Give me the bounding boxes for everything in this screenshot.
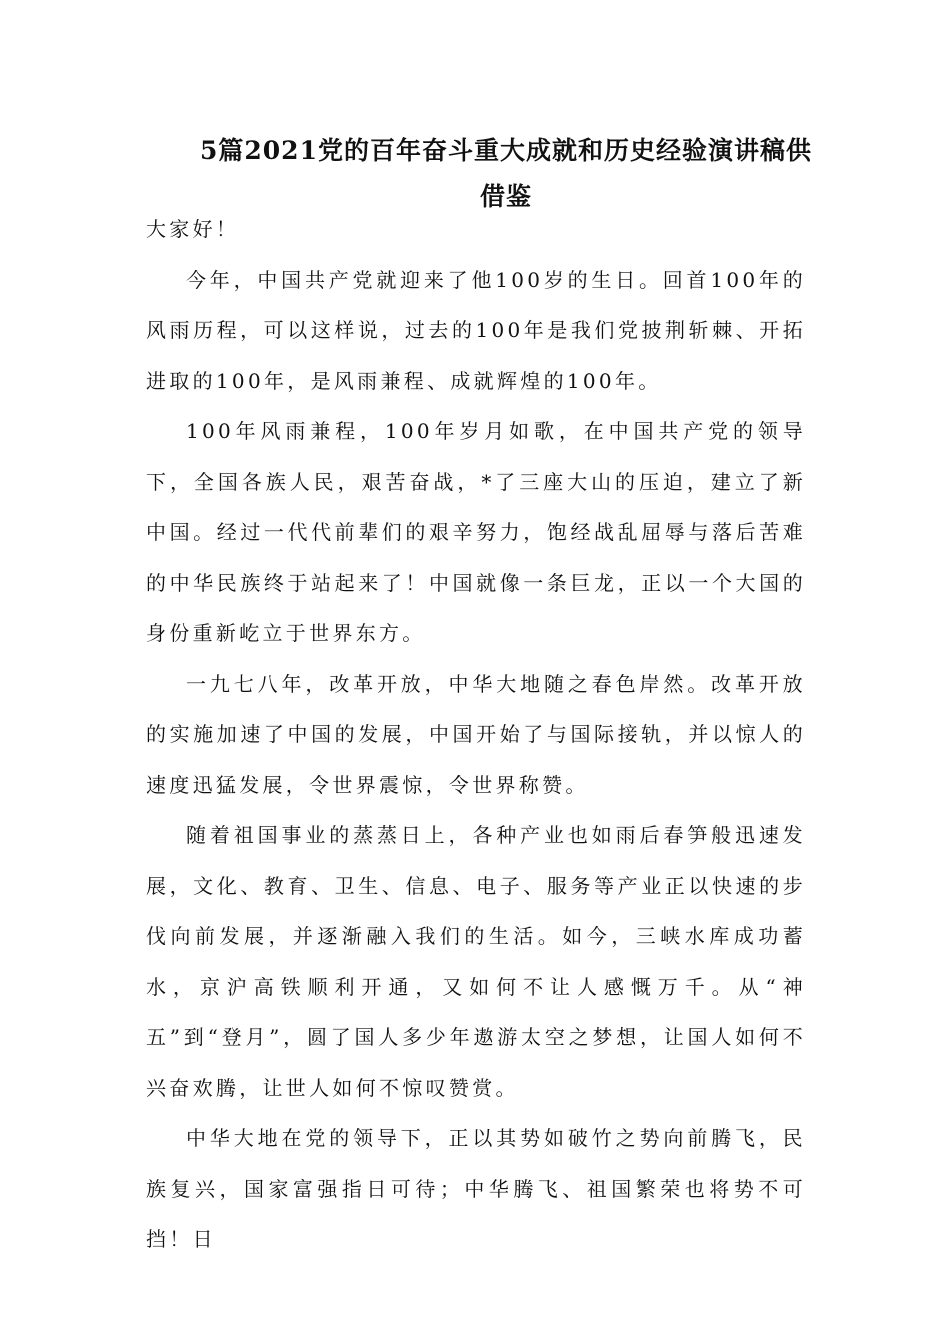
greeting: 大家好！ [146, 217, 240, 241]
paragraph: 中华大地在党的领导下，正以其势如破竹之势向前腾飞，民族复兴，国家富强指日可待；中华腾飞、祖国繁荣也将势不可挡！日 [146, 1126, 806, 1251]
title-line-1: 5篇2021党的百年奋斗重大成就和历史经验演讲稿供 [200, 136, 812, 165]
paragraph: 100年风雨兼程，100年岁月如歌，在中国共产党的领导下，全国各族人民，艰苦奋战，*了三座大山的压迫，建立了新中国。经过一代代前辈们的艰辛努力，饱经战乱屈辱与落后苦难的中华民族终于站起来了！中国就像一条巨龙，正以一个大国的身份重新屹立于世界东方。 [146, 419, 806, 645]
paragraph: 今年，中国共产党就迎来了他100岁的生日。回首100年的风雨历程，可以这样说，过去的100年是我们党披荆斩棘、开拓进取的100年，是风雨兼程、成就辉煌的100年。 [146, 267, 806, 393]
paragraph: 随着祖国事业的蒸蒸日上，各种产业也如雨后春笋般迅速发展，文化、教育、卫生、信息、电子、服务等产业正以快速的步伐向前发展，并逐渐融入我们的生活。如今，三峡水库成功蓄水，京沪高铁顺利开通，又如何不让人感慨万千。从“神五”到“登月”，圆了国人多少年遨游太空之梦想，让国人如何不兴奋欢腾，让世人如何不惊叹赞赏。 [146, 823, 806, 1100]
document-body [146, 204, 806, 1265]
paragraph: 一九七八年，改革开放，中华大地随之春色岸然。改革开放的实施加速了中国的发展，中国开始了与国际接轨，并以惊人的速度迅猛发展，令世界震惊，令世界称赞。 [146, 671, 806, 797]
title-line-2: 借鉴 [479, 182, 532, 211]
